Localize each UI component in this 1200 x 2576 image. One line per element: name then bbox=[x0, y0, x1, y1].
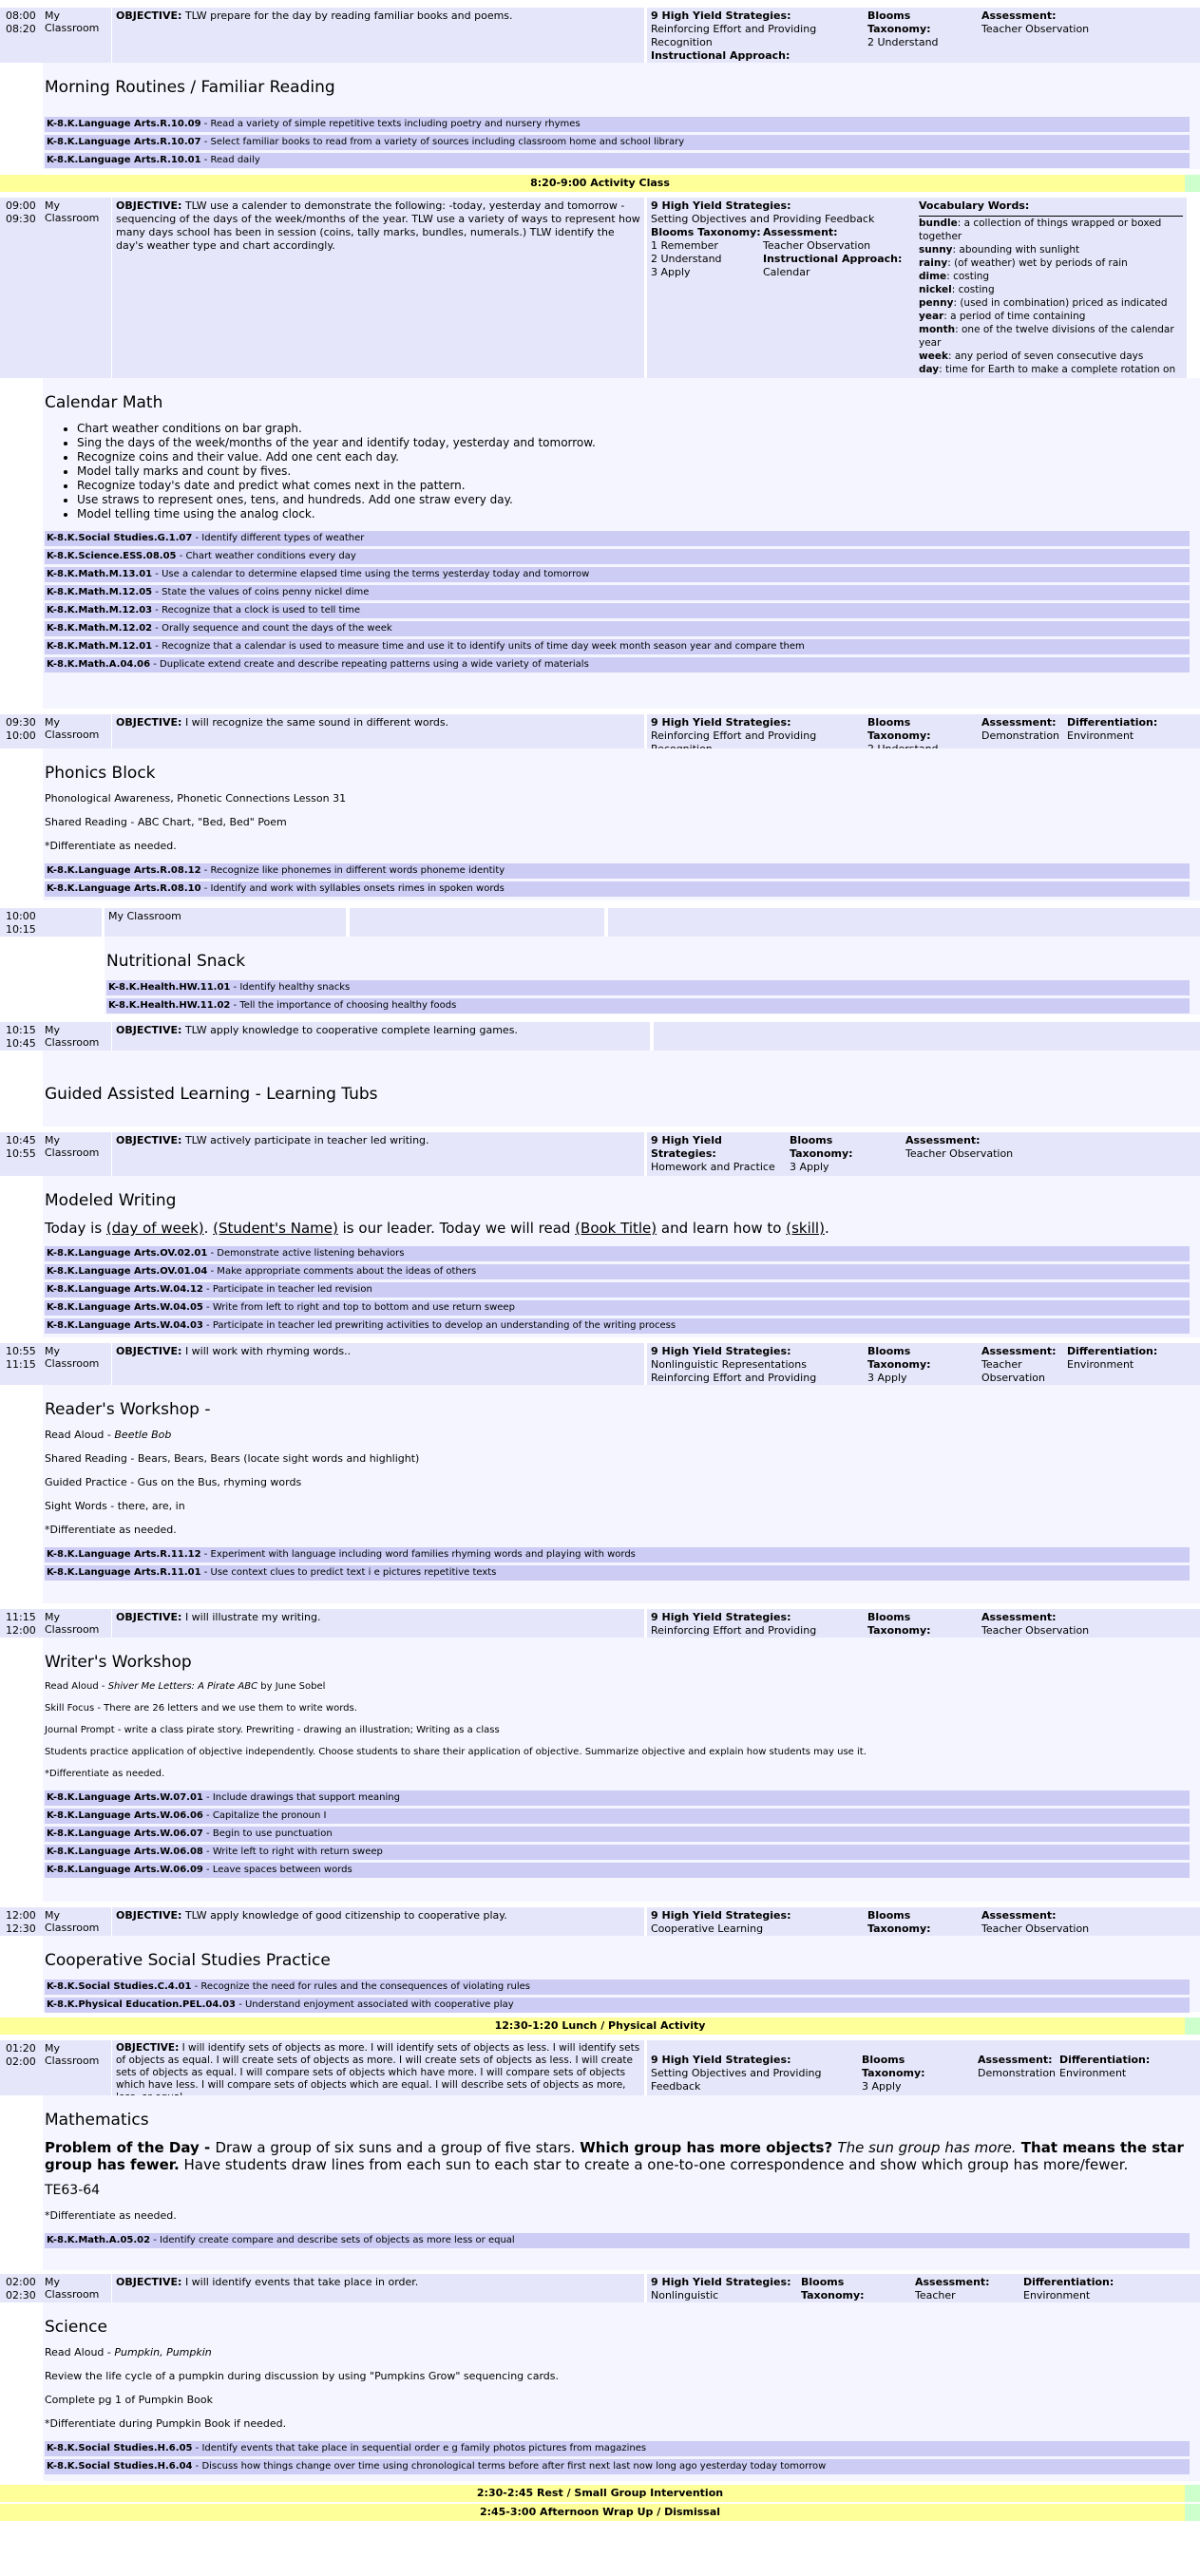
room-cell: My Classroom bbox=[43, 198, 111, 378]
section bbox=[105, 937, 1200, 1014]
time-block bbox=[0, 8, 1200, 63]
time-block bbox=[0, 1132, 1200, 1176]
strategies-cell: 9 High Yield Strategies: Homework and Practice bbox=[647, 1132, 786, 1176]
section-title: Writer's Workshop bbox=[45, 1653, 192, 1672]
strategies-cell bbox=[647, 8, 864, 63]
standard-row: K-8.K.Social Studies.C.4.01 - Recognize the need for rules and the consequences of violating rules bbox=[45, 1979, 1190, 1995]
standard-row: K-8.K.Science.ESS.08.05 - Chart weather conditions every day bbox=[45, 549, 1190, 564]
standard-row: K-8.K.Social Studies.H.6.04 - Discuss how things change over time using chronological terms before after first next last now long ago yesterday today tomorrow bbox=[45, 2459, 1190, 2474]
standard-row: K-8.K.Language Arts.R.11.12 - Experiment with language including word families rhyming words and playing with words bbox=[45, 1547, 1190, 1563]
section-title: Mathematics bbox=[45, 2111, 149, 2130]
standard-row: K-8.K.Language Arts.R.08.10 - Identify and work with syllables onsets rimes in spoken words bbox=[45, 881, 1190, 897]
time-block bbox=[0, 1609, 1200, 1638]
standard-row: K-8.K.Health.HW.11.01 - Identify healthy snacks bbox=[106, 980, 1190, 995]
differentiation-cell: Differentiation: Environment bbox=[1019, 2274, 1200, 2302]
standard-row: K-8.K.Math.M.13.01 - Use a calendar to determine elapsed time using the terms yesterday today and tomorrow bbox=[45, 567, 1190, 582]
assessment-label: Assessment: bbox=[981, 9, 1057, 22]
objective-cell: OBJECTIVE: I will identify events that take place in order. bbox=[112, 2274, 644, 2302]
blooms-cell: Blooms Taxonomy: bbox=[864, 714, 978, 748]
time-start: 08:00 bbox=[6, 9, 36, 22]
assessment-cell: Assessment: Demonstration bbox=[974, 2040, 1056, 2095]
time-block bbox=[0, 1907, 1200, 1936]
objective-text: TLW prepare for the day by reading familiar books and poems. bbox=[184, 9, 513, 22]
time-block bbox=[0, 2040, 1200, 2095]
standard-row: K-8.K.Language Arts.W.04.05 - Write from left to right and top to bottom and use return sweep bbox=[45, 1300, 1190, 1316]
standard-row: K-8.K.Math.M.12.03 - Recognize that a clock is used to tell time bbox=[45, 603, 1190, 618]
room-cell: My Classroom bbox=[43, 1022, 111, 1051]
room-cell: My Classroom bbox=[43, 714, 111, 748]
objective-cell: OBJECTIVE: TLW actively participate in teacher led writing. bbox=[112, 1132, 644, 1176]
vocab-item: sunny: abounding with sunlight bbox=[919, 244, 1080, 256]
blooms-cell: Blooms Taxonomy: bbox=[864, 1609, 978, 1638]
room-cell: My Classroom bbox=[43, 1609, 111, 1638]
standard-row: K-8.K.Math.M.12.05 - State the values of coins penny nickel dime bbox=[45, 585, 1190, 600]
standard-row: K-8.K.Language Arts.R.08.12 - Recognize like phonemes in different words phoneme identity bbox=[45, 863, 1190, 879]
section-title: Morning Routines / Familiar Reading bbox=[45, 78, 335, 97]
vocab-item: dime: costing bbox=[919, 271, 990, 282]
vocab-item: bundle: a collection of things wrapped or boxed together bbox=[919, 218, 1162, 242]
strategies-cell: 9 High Yield Strategies: Reinforcing Effort and Providing bbox=[647, 714, 864, 748]
blooms-value: 2 Understand bbox=[867, 36, 939, 48]
time-cell bbox=[0, 8, 46, 63]
time-block bbox=[0, 908, 1200, 937]
time-cell bbox=[0, 198, 46, 378]
blooms-cell: Blooms Taxonomy: bbox=[864, 1907, 978, 1936]
assessment-cell: Assessment: Teacher Observation bbox=[902, 1132, 1200, 1176]
vocab-item: month: one of the twelve divisions of the calendar year bbox=[919, 324, 1174, 349]
time-end: 08:20 bbox=[6, 23, 36, 35]
standard-row: K-8.K.Social Studies.G.1.07 - Identify different types of weather bbox=[45, 531, 1190, 546]
strategies-cell: 9 High Yield Strategies: Nonlinguistic bbox=[647, 2274, 797, 2302]
time-cell: 10:00 10:15 bbox=[0, 908, 46, 937]
section: Writer's Workshop Read Aloud - Shiver Me Letters: A Pirate ABC by June Sobel Skill Focus - There are 26 letters and we use them to write words. Journal Prompt - write a class pirate story. Prewriting - drawing an illustration; Writing as a class Students practice application of objective independently. Choose students to share their application of objective. Summarize objective and explain how students may use it. *Differentiate as needed. K-8.K.Language Arts.W.07.01 - Include drawings that support meaning K-8.K.Language Arts.W.06.06 - Capitalize the pronoun I K-8.K.Language Arts.W.06.07 - Begin to use punctuation K-8.K.Language Arts.W.06.08 - Write left to right with return sweep K-8.K.Language Arts.W.06.09 - Leave spaces between words bbox=[43, 1638, 1200, 1902]
vocab-item: year: a period of time containing bbox=[919, 311, 1086, 322]
standard-row: K-8.K.Language Arts.R.11.01 - Use context clues to predict text i e pictures repetitive texts bbox=[45, 1565, 1190, 1581]
standard-row: K-8.K.Language Arts.W.06.08 - Write left to right with return sweep bbox=[45, 1845, 1190, 1860]
standard-row: K-8.K.Language Arts.R.10.09 - Read a variety of simple repetitive texts including poetry and nursery rhymes bbox=[45, 117, 1190, 132]
blooms-cell: Blooms Taxonomy: 3 Apply bbox=[786, 1132, 902, 1176]
assessment-cell: Assessment: Teacher Observation bbox=[978, 1343, 1063, 1385]
blooms-cell bbox=[864, 8, 978, 63]
strategies-cell: 9 High Yield Strategies: Setting Objectives and Providing Feedback Blooms Taxonomy: 1 Remember 2 Understand 3 Apply Assessment: Teacher Observation Instructional Approach: Calendar bbox=[647, 198, 915, 378]
section: Mathematics Problem of the Day - Draw a group of six suns and a group of five stars. Which group has more objects? The sun group has more. That means the star group has fewer. Have students draw lines from each sun to each star to create a one-to-one correspondence and show which group has more/fewer. TE63-64 *Differentiate as needed. K-8.K.Math.A.05.02 - Identify create compare and describe sets of objects as more less or equal bbox=[43, 2095, 1200, 2270]
vocab-item: penny: (used in combination) priced as indicated bbox=[919, 297, 1168, 309]
vocab-item: rainy: (of weather) wet by periods of rain bbox=[919, 257, 1128, 269]
objective-cell: OBJECTIVE: TLW apply knowledge to cooperative complete learning games. bbox=[112, 1022, 650, 1051]
section: Reader's Workshop - Read Aloud - Beetle Bob Shared Reading - Bears, Bears, Bears (locate sight words and highlight) Guided Practice - Gus on the Bus, rhyming words Sight Words - there, are, in *Differentiate as needed. K-8.K.Language Arts.R.11.12 - Experiment with language including word families rhyming words and playing with words K-8.K.Language Arts.R.11.01 - Use context clues to predict text i e pictures repetitive texts bbox=[43, 1385, 1200, 1603]
standard-row: K-8.K.Math.A.04.06 - Duplicate extend create and describe repeating patterns using a wide variety of materials bbox=[45, 657, 1190, 672]
standard-row: K-8.K.Language Arts.W.04.03 - Participate in teacher led prewriting activities to develop an understanding of the writing process bbox=[45, 1318, 1190, 1334]
strategies-cell: 9 High Yield Strategies: Cooperative Learning bbox=[647, 1907, 864, 1936]
standard-row: K-8.K.Health.HW.11.02 - Tell the importance of choosing healthy foods bbox=[106, 998, 1190, 1013]
standard-row: K-8.K.Language Arts.W.07.01 - Include drawings that support meaning bbox=[45, 1790, 1190, 1806]
section-title: Guided Assisted Learning - Learning Tubs bbox=[45, 1085, 378, 1104]
section bbox=[43, 378, 1200, 709]
strategies-cell: 9 High Yield Strategies: Reinforcing Effort and Providing bbox=[647, 1609, 864, 1638]
assessment-cell: Assessment: Teacher Observation bbox=[978, 1609, 1200, 1638]
room-cell: My Classroom bbox=[43, 8, 111, 63]
objective-cell: OBJECTIVE: I will illustrate my writing. bbox=[112, 1609, 644, 1638]
vocab-item: day: time for Earth to make a complete rotation on bbox=[919, 364, 1176, 375]
time-cell: 10:15 10:45 bbox=[0, 1022, 46, 1051]
room-cell: My Classroom bbox=[43, 1907, 111, 1936]
standard-row: K-8.K.Physical Education.PEL.04.03 - Understand enjoyment associated with cooperative play bbox=[45, 1998, 1190, 2013]
section-title: Nutritional Snack bbox=[106, 952, 246, 971]
differentiation-cell: Differentiation: Environment bbox=[1056, 2040, 1200, 2095]
vocabulary-label: Vocabulary Words: bbox=[919, 199, 1030, 212]
activity-list: • Chart weather conditions on bar graph. • Sing the days of the week/months of the year and identify today, yesterday and tomorrow. • Recognize coins and their value. Add one cent each day. • Model tally marks and count by fives. • Recognize today's date and predict what comes next in the pattern. • Use straws to represent ones, tens, and hundreds. Add one straw every day. • Model telling time using the analog clock. bbox=[45, 422, 1200, 521]
standard-row: K-8.K.Language Arts.W.06.09 - Leave spaces between words bbox=[45, 1863, 1190, 1878]
section bbox=[43, 1051, 1200, 1127]
standard-row: K-8.K.Language Arts.OV.02.01 - Demonstrate active listening behaviors bbox=[45, 1246, 1190, 1261]
standard-row: K-8.K.Language Arts.W.04.12 - Participate in teacher led revision bbox=[45, 1282, 1190, 1297]
standard-row: K-8.K.Math.M.12.01 - Recognize that a calendar is used to measure time and use it to identify units of time day week month season year and compare them bbox=[45, 639, 1190, 654]
standard-row: K-8.K.Math.M.12.02 - Orally sequence and count the days of the week bbox=[45, 621, 1190, 636]
blooms-cell: Blooms Taxonomy: bbox=[797, 2274, 911, 2302]
standard-row: K-8.K.Language Arts.R.10.07 - Select familiar books to read from a variety of sources including classroom home and school library bbox=[45, 135, 1190, 150]
vocabulary-cell bbox=[915, 198, 1187, 378]
time-cell: 09:30 10:00 bbox=[0, 714, 46, 748]
section-title: Calendar Math bbox=[45, 393, 163, 412]
time-block bbox=[0, 2274, 1200, 2302]
assessment-cell: Assessment: Demonstration bbox=[978, 714, 1063, 748]
objective-cell bbox=[112, 8, 644, 63]
time-block bbox=[0, 1343, 1200, 1385]
section-title: Science bbox=[45, 2318, 107, 2337]
blooms-cell: Blooms Taxonomy: 3 Apply bbox=[858, 2040, 974, 2095]
vocab-item: nickel: costing bbox=[919, 284, 995, 295]
room-cell: My Classroom bbox=[43, 1132, 111, 1176]
time-block bbox=[0, 198, 1200, 378]
time-end: 09:30 bbox=[6, 213, 36, 225]
time-cell: 10:45 10:55 bbox=[0, 1132, 46, 1176]
assessment-cell: Assessment: Teacher Observation bbox=[978, 1907, 1200, 1936]
section bbox=[43, 1936, 1200, 2012]
strategies-label: 9 High Yield Strategies: bbox=[651, 9, 791, 22]
objective-cell: OBJECTIVE: TLW use a calender to demonstrate the following: -today, yesterday and tomorrow -sequencing of the days of the week/months of the year. TLW use a variety of ways to represent how many days school has been in session (coins, tally marks, bundles, numerals.) TLW identify the day's weather type and chart accordingly. bbox=[112, 198, 644, 378]
section-title: Phonics Block bbox=[45, 764, 156, 783]
standard-row: K-8.K.Language Arts.W.06.06 - Capitalize the pronoun I bbox=[45, 1809, 1190, 1824]
section: Phonics Block Phonological Awareness, Phonetic Connections Lesson 31 Shared Reading - ABC Chart, "Bed, Bed" Poem *Differentiate as needed. K-8.K.Language Arts.R.08.12 - Recognize like phonemes in different words phoneme identity K-8.K.Language Arts.R.08.10 - Identify and work with syllables onsets rimes in spoken words bbox=[43, 748, 1200, 900]
standard-row: K-8.K.Language Arts.OV.01.04 - Make appropriate comments about the ideas of others bbox=[45, 1264, 1190, 1279]
dismissal-bar: 2:45-3:00 Afternoon Wrap Up / Dismissal bbox=[0, 2504, 1200, 2521]
time-block bbox=[0, 714, 1200, 748]
objective-text: TLW use a calender to demonstrate the following: -today, yesterday and tomorrow -sequencing of the days of the week/months of the year. TLW use a variety of ways to represent how many days school has been in session (coins, tally marks, bundles, numerals.) TLW identify the day's weather type and chart accordingly. bbox=[116, 199, 640, 252]
objective-cell: OBJECTIVE: I will identify sets of objects as more. I will identify sets of objects as less. I will identify sets of objects as equal. I will create sets of objects as more. I will create sets of objects as less. I will create sets of objects as equal. I will compare sets of objects which have more. I will compare sets of objects which have less. I will compare sets of objects which are equal. I will describe sets of objects as more, bbox=[112, 2040, 644, 2095]
objective-cell: OBJECTIVE: I will work with rhyming words.. bbox=[112, 1343, 644, 1385]
differentiation-cell: Differentiation: Environment bbox=[1063, 714, 1200, 748]
room-cell: My Classroom bbox=[43, 2040, 111, 2095]
standard-row: K-8.K.Language Arts.R.10.01 - Read daily bbox=[45, 153, 1190, 168]
strategies-cell: 9 High Yield Strategies: Setting Objectives and Providing Feedback bbox=[647, 2040, 858, 2095]
strategies-value: Reinforcing Effort and Providing Recognition bbox=[651, 23, 817, 48]
time-start: 09:00 bbox=[6, 199, 36, 212]
section bbox=[43, 1176, 1200, 1337]
assessment-cell: Assessment: Teacher bbox=[911, 2274, 1019, 2302]
standard-row: K-8.K.Math.A.05.02 - Identify create compare and describe sets of objects as more less or equal bbox=[45, 2233, 1190, 2248]
objective-label: OBJECTIVE: bbox=[116, 9, 182, 22]
vocab-item: week: any period of seven consecutive days bbox=[919, 350, 1144, 362]
blooms-cell: Blooms Taxonomy: 3 Apply bbox=[864, 1343, 978, 1385]
strategies-cell: 9 High Yield Strategies: Nonlinguistic Representations Reinforcing Effort and Providing bbox=[647, 1343, 864, 1385]
room-cell: My Classroom bbox=[43, 2274, 111, 2302]
time-cell: 12:00 12:30 bbox=[0, 1907, 46, 1936]
time-cell: 01:20 02:00 bbox=[0, 2040, 46, 2095]
section-title: Reader's Workshop - bbox=[45, 1400, 211, 1419]
activity-bar: 8:20-9:00 Activity Class bbox=[0, 175, 1200, 192]
time-cell: 02:00 02:30 bbox=[0, 2274, 46, 2302]
standard-row: K-8.K.Language Arts.W.06.07 - Begin to use punctuation bbox=[45, 1827, 1190, 1842]
approach-label: Instructional Approach: bbox=[651, 49, 790, 62]
section-title: Modeled Writing bbox=[45, 1191, 177, 1210]
standard-row: K-8.K.Social Studies.H.6.05 - Identify events that take place in sequential order e g family photos pictures from magazines bbox=[45, 2441, 1190, 2456]
differentiation-cell: Differentiation: Environment bbox=[1063, 1343, 1200, 1385]
room-cell: My Classroom bbox=[105, 908, 346, 937]
section: Science Read Aloud - Pumpkin, Pumpkin Review the life cycle of a pumpkin during discussion by using "Pumpkins Grow" sequencing cards. Complete pg 1 of Pumpkin Book *Differentiate during Pumpkin Book if needed. K-8.K.Social Studies.H.6.05 - Identify events that take place in sequential order e g family photos pictures from magazines K-8.K.Social Studies.H.6.04 - Discuss how things change over time using chronological terms before after first next last now long ago yesterday today tomorrow bbox=[43, 2302, 1200, 2481]
room-cell: My Classroom bbox=[43, 1343, 111, 1385]
section-title: Cooperative Social Studies Practice bbox=[45, 1951, 331, 1970]
objective-cell: OBJECTIVE: TLW apply knowledge of good citizenship to cooperative play. bbox=[112, 1907, 644, 1936]
time-cell: 11:15 12:00 bbox=[0, 1609, 46, 1638]
modeled-sentence: Today is (day of week). (Student's Name) is our leader. Today we will read (Book Title) and learn how to (skill). bbox=[45, 1220, 829, 1237]
time-block bbox=[0, 1022, 1200, 1051]
blooms-label: Blooms Taxonomy: bbox=[867, 9, 931, 35]
time-cell: 10:55 11:15 bbox=[0, 1343, 46, 1385]
problem-of-the-day: Problem of the Day - Draw a group of six suns and a group of five stars. Which group has more objects? The sun group has more. That means the star group has fewer. Have students draw lines from each sun to each star to create a one-to-one correspondence and show which group has more/fewer. bbox=[45, 2139, 1184, 2173]
assessment-cell bbox=[978, 8, 1200, 63]
rest-bar: 2:30-2:45 Rest / Small Group Intervention bbox=[0, 2485, 1200, 2502]
lunch-bar: 12:30-1:20 Lunch / Physical Activity bbox=[0, 2017, 1200, 2035]
section bbox=[43, 63, 1200, 169]
assessment-value: Teacher Observation bbox=[981, 23, 1090, 35]
objective-cell: OBJECTIVE: I will recognize the same sound in different words. bbox=[112, 714, 644, 748]
